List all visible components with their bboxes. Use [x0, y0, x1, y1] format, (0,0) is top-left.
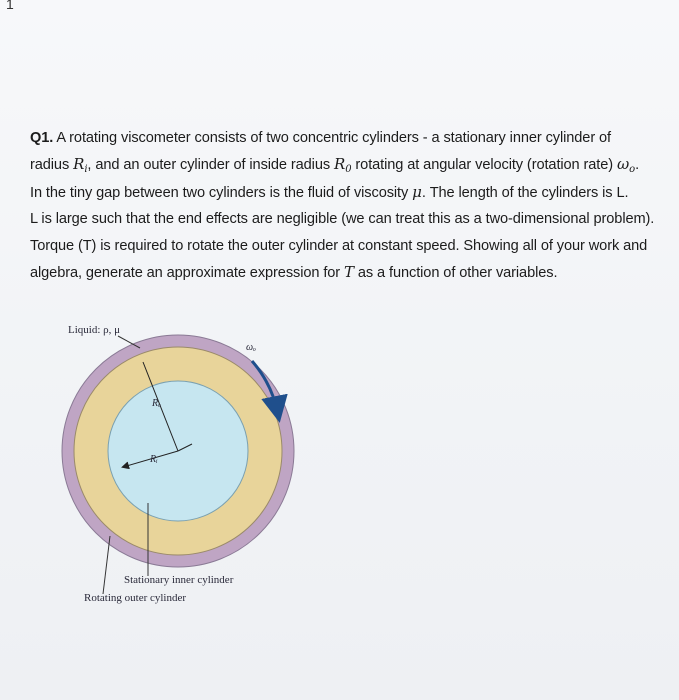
question-line-4: L is large such that the end effects are negligible (we can treat this as a two-dimensional problem).: [30, 211, 655, 228]
var-r0: $R_0$: [334, 155, 352, 176]
rotating-label: Rotating outer cylinder: [84, 592, 187, 604]
question-text-segment: radius: [30, 157, 74, 174]
question-text-segment: algebra, generate an approximate expression for: [30, 265, 345, 282]
ro-label: Rₒ: [152, 398, 161, 409]
omega-label: ωₒ: [246, 342, 256, 353]
question-number: Q1.: [30, 130, 54, 146]
question-line-2: [30, 151, 665, 178]
viscometer-diagram: [60, 318, 340, 618]
liquid-label: Liquid: ρ, μ: [68, 324, 121, 336]
var-ri: $R_i$: [73, 155, 88, 176]
question-line-1: [30, 125, 665, 151]
question-text-segment: In the tiny gap between two cylinders is the fluid of viscosity: [30, 184, 413, 201]
var-mu: μ: [412, 182, 422, 201]
question-text: [30, 125, 665, 286]
question-line-3: [30, 179, 665, 206]
question-text-segment: . The length of the cylinders is L.: [421, 184, 629, 201]
question-text-segment: .: [635, 157, 640, 174]
question-text-segment: as a function of other variables.: [353, 265, 558, 282]
question-text-segment: , and an outer cylinder of inside radius: [87, 157, 334, 174]
viscometer-figure: [60, 318, 340, 618]
question-line-6: [30, 259, 665, 286]
question-text-segment: rotating at angular velocity (rotation rate): [351, 157, 617, 174]
var-omega: $\omega_o$: [617, 155, 636, 176]
stationary-label: Stationary inner cylinder: [124, 574, 234, 586]
rotating-leader-line: [103, 536, 110, 594]
ri-label: Rᵢ: [150, 454, 158, 465]
question-line-5: Torque (T) is required to rotate the outer cylinder at constant speed. Showing all of your work and: [30, 237, 648, 254]
var-t: T: [344, 263, 354, 282]
corner-mark: 1: [6, 0, 14, 12]
question-text-segment: A rotating viscometer consists of two concentric cylinders - a stationary inner cylinder of: [53, 130, 612, 146]
